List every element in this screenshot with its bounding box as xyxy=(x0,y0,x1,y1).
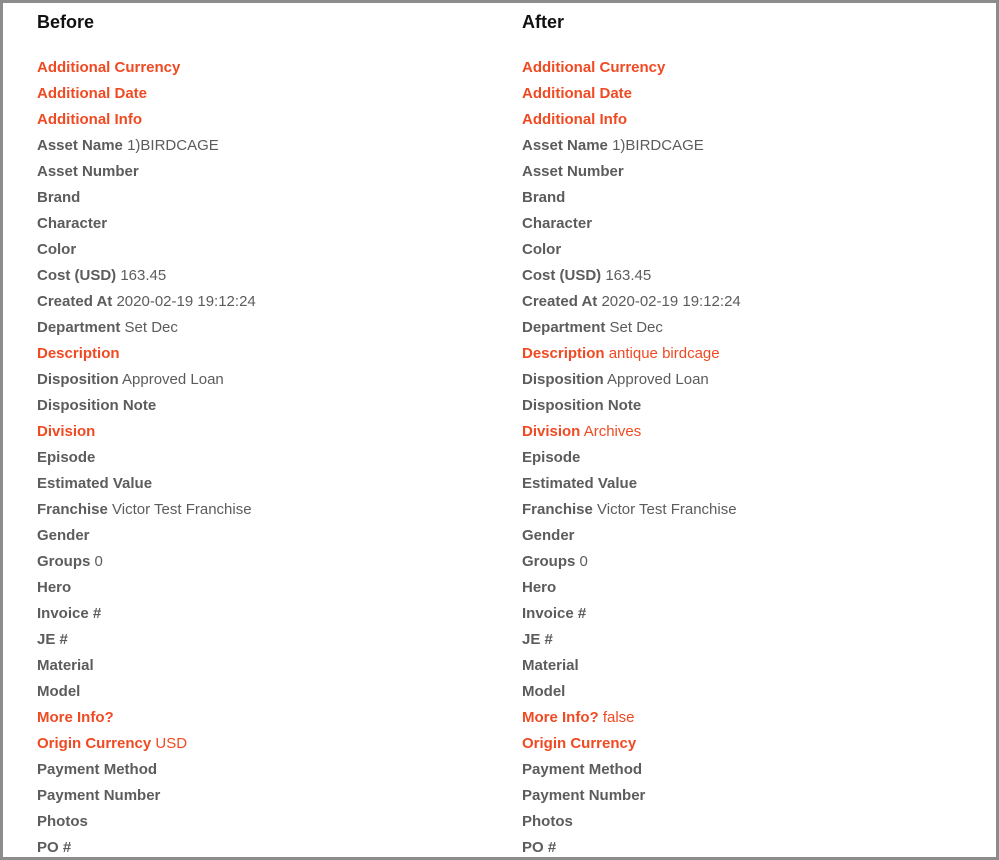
after-field-row xyxy=(522,289,982,315)
field-label: Episode xyxy=(37,449,96,466)
field-label: Cost (USD) xyxy=(522,267,602,284)
field-label: More Info? xyxy=(37,709,114,726)
after-field-row xyxy=(522,393,982,419)
field-value: 1)BIRDCAGE xyxy=(127,137,219,154)
field-label: Model xyxy=(522,683,566,700)
after-field-row xyxy=(522,263,982,289)
field-label: Additional Info xyxy=(37,111,142,128)
field-value: Approved Loan xyxy=(607,371,709,388)
before-field-row xyxy=(37,341,497,367)
field-label: Division xyxy=(37,423,96,440)
after-field-row xyxy=(522,757,982,783)
after-field-row xyxy=(522,809,982,835)
after-column xyxy=(522,11,982,860)
before-field-row xyxy=(37,81,497,107)
before-field-row xyxy=(37,731,497,757)
field-label: Additional Date xyxy=(37,85,148,102)
before-field-row xyxy=(37,185,497,211)
field-value: Set Dec xyxy=(124,319,178,336)
before-field-row xyxy=(37,159,497,185)
after-heading: After xyxy=(522,12,565,32)
field-label: Additional Date xyxy=(522,85,633,102)
field-label: Disposition Note xyxy=(522,397,642,414)
field-label: Model xyxy=(37,683,81,700)
field-label: Disposition Note xyxy=(37,397,157,414)
field-label: Asset Number xyxy=(522,163,624,180)
after-field-row xyxy=(522,445,982,471)
after-field-row xyxy=(522,549,982,575)
field-label: Estimated Value xyxy=(37,475,153,492)
after-field-row xyxy=(522,159,982,185)
field-label: Cost (USD) xyxy=(37,267,117,284)
after-field-row xyxy=(522,731,982,757)
after-field-row xyxy=(522,835,982,860)
field-label: Department xyxy=(37,319,121,336)
field-label: Material xyxy=(37,657,94,674)
field-value: Set Dec xyxy=(609,319,663,336)
field-label: Brand xyxy=(522,189,566,206)
before-field-row xyxy=(37,263,497,289)
after-field-row xyxy=(522,237,982,263)
field-label: Groups xyxy=(37,553,91,570)
field-label: Payment Method xyxy=(37,761,158,778)
field-label: More Info? xyxy=(522,709,599,726)
field-label: PO # xyxy=(37,839,72,856)
field-label: JE # xyxy=(37,631,68,648)
after-field-row xyxy=(522,211,982,237)
field-label: Estimated Value xyxy=(522,475,638,492)
field-value: USD xyxy=(155,735,188,752)
after-field-row xyxy=(522,627,982,653)
after-field-row xyxy=(522,133,982,159)
field-label: Asset Name xyxy=(37,137,123,154)
field-label: Description xyxy=(522,345,605,362)
before-field-row xyxy=(37,237,497,263)
field-value: Archives xyxy=(583,423,642,440)
after-field-row xyxy=(522,653,982,679)
field-label: Created At xyxy=(522,293,598,310)
after-field-row xyxy=(522,55,982,81)
field-label: PO # xyxy=(522,839,557,856)
after-field-row xyxy=(522,81,982,107)
field-label: Character xyxy=(37,215,108,232)
before-field-row xyxy=(37,55,497,81)
after-field-list xyxy=(522,55,982,860)
field-label: Additional Info xyxy=(522,111,627,128)
field-value: Approved Loan xyxy=(122,371,224,388)
field-value: false xyxy=(602,709,635,726)
after-field-row xyxy=(522,497,982,523)
before-field-row xyxy=(37,445,497,471)
field-label: Description xyxy=(37,345,120,362)
field-value: 0 xyxy=(94,553,103,570)
field-label: Additional Currency xyxy=(37,59,181,76)
field-label: Department xyxy=(522,319,606,336)
field-value: 163.45 xyxy=(120,267,167,284)
field-value: Victor Test Franchise xyxy=(597,501,737,518)
before-field-row xyxy=(37,497,497,523)
before-field-row xyxy=(37,575,497,601)
after-field-row xyxy=(522,185,982,211)
field-label: Color xyxy=(37,241,77,258)
before-field-row xyxy=(37,367,497,393)
after-field-row xyxy=(522,315,982,341)
before-column xyxy=(37,11,497,860)
field-label: Invoice # xyxy=(522,605,587,622)
before-field-row xyxy=(37,783,497,809)
field-value: 0 xyxy=(579,553,588,570)
field-label: Photos xyxy=(37,813,88,830)
field-label: Disposition xyxy=(522,371,604,388)
field-value: antique birdcage xyxy=(608,345,720,362)
field-value: 1)BIRDCAGE xyxy=(612,137,704,154)
before-field-row xyxy=(37,809,497,835)
after-field-row xyxy=(522,419,982,445)
field-label: Payment Number xyxy=(522,787,646,804)
field-label: Payment Method xyxy=(522,761,643,778)
after-field-row xyxy=(522,705,982,731)
field-label: Payment Number xyxy=(37,787,161,804)
field-label: Hero xyxy=(37,579,72,596)
field-value: 2020-02-19 19:12:24 xyxy=(601,293,741,310)
field-label: Material xyxy=(522,657,579,674)
before-field-row xyxy=(37,211,497,237)
before-field-row xyxy=(37,133,497,159)
field-label: Character xyxy=(522,215,593,232)
before-field-row xyxy=(37,315,497,341)
after-field-row xyxy=(522,367,982,393)
after-field-row xyxy=(522,523,982,549)
before-field-row xyxy=(37,393,497,419)
field-label: Origin Currency xyxy=(522,735,637,752)
before-field-row xyxy=(37,107,497,133)
field-label: Additional Currency xyxy=(522,59,666,76)
before-field-row xyxy=(37,523,497,549)
before-field-row xyxy=(37,705,497,731)
before-field-row xyxy=(37,289,497,315)
field-label: Brand xyxy=(37,189,81,206)
field-label: Gender xyxy=(37,527,90,544)
before-field-row xyxy=(37,653,497,679)
field-value: Victor Test Franchise xyxy=(112,501,252,518)
field-value: 163.45 xyxy=(605,267,652,284)
field-label: Disposition xyxy=(37,371,119,388)
field-label: Franchise xyxy=(522,501,593,518)
before-field-row xyxy=(37,549,497,575)
after-field-row xyxy=(522,471,982,497)
field-label: JE # xyxy=(522,631,553,648)
field-label: Photos xyxy=(522,813,573,830)
after-field-row xyxy=(522,601,982,627)
before-field-list xyxy=(37,55,497,860)
after-field-row xyxy=(522,679,982,705)
before-field-row xyxy=(37,679,497,705)
field-label: Groups xyxy=(522,553,576,570)
field-label: Origin Currency xyxy=(37,735,152,752)
before-field-row xyxy=(37,627,497,653)
after-field-row xyxy=(522,341,982,367)
before-heading: Before xyxy=(37,12,95,32)
field-label: Hero xyxy=(522,579,557,596)
field-label: Franchise xyxy=(37,501,108,518)
field-label: Invoice # xyxy=(37,605,102,622)
field-label: Asset Number xyxy=(37,163,139,180)
after-field-row xyxy=(522,783,982,809)
before-field-row xyxy=(37,601,497,627)
before-field-row xyxy=(37,757,497,783)
before-field-row xyxy=(37,835,497,860)
field-label: Gender xyxy=(522,527,575,544)
field-label: Episode xyxy=(522,449,581,466)
after-field-row xyxy=(522,107,982,133)
field-value: 2020-02-19 19:12:24 xyxy=(116,293,256,310)
field-label: Asset Name xyxy=(522,137,608,154)
after-field-row xyxy=(522,575,982,601)
field-label: Division xyxy=(522,423,581,440)
before-field-row xyxy=(37,471,497,497)
field-label: Color xyxy=(522,241,562,258)
before-field-row xyxy=(37,419,497,445)
field-label: Created At xyxy=(37,293,113,310)
